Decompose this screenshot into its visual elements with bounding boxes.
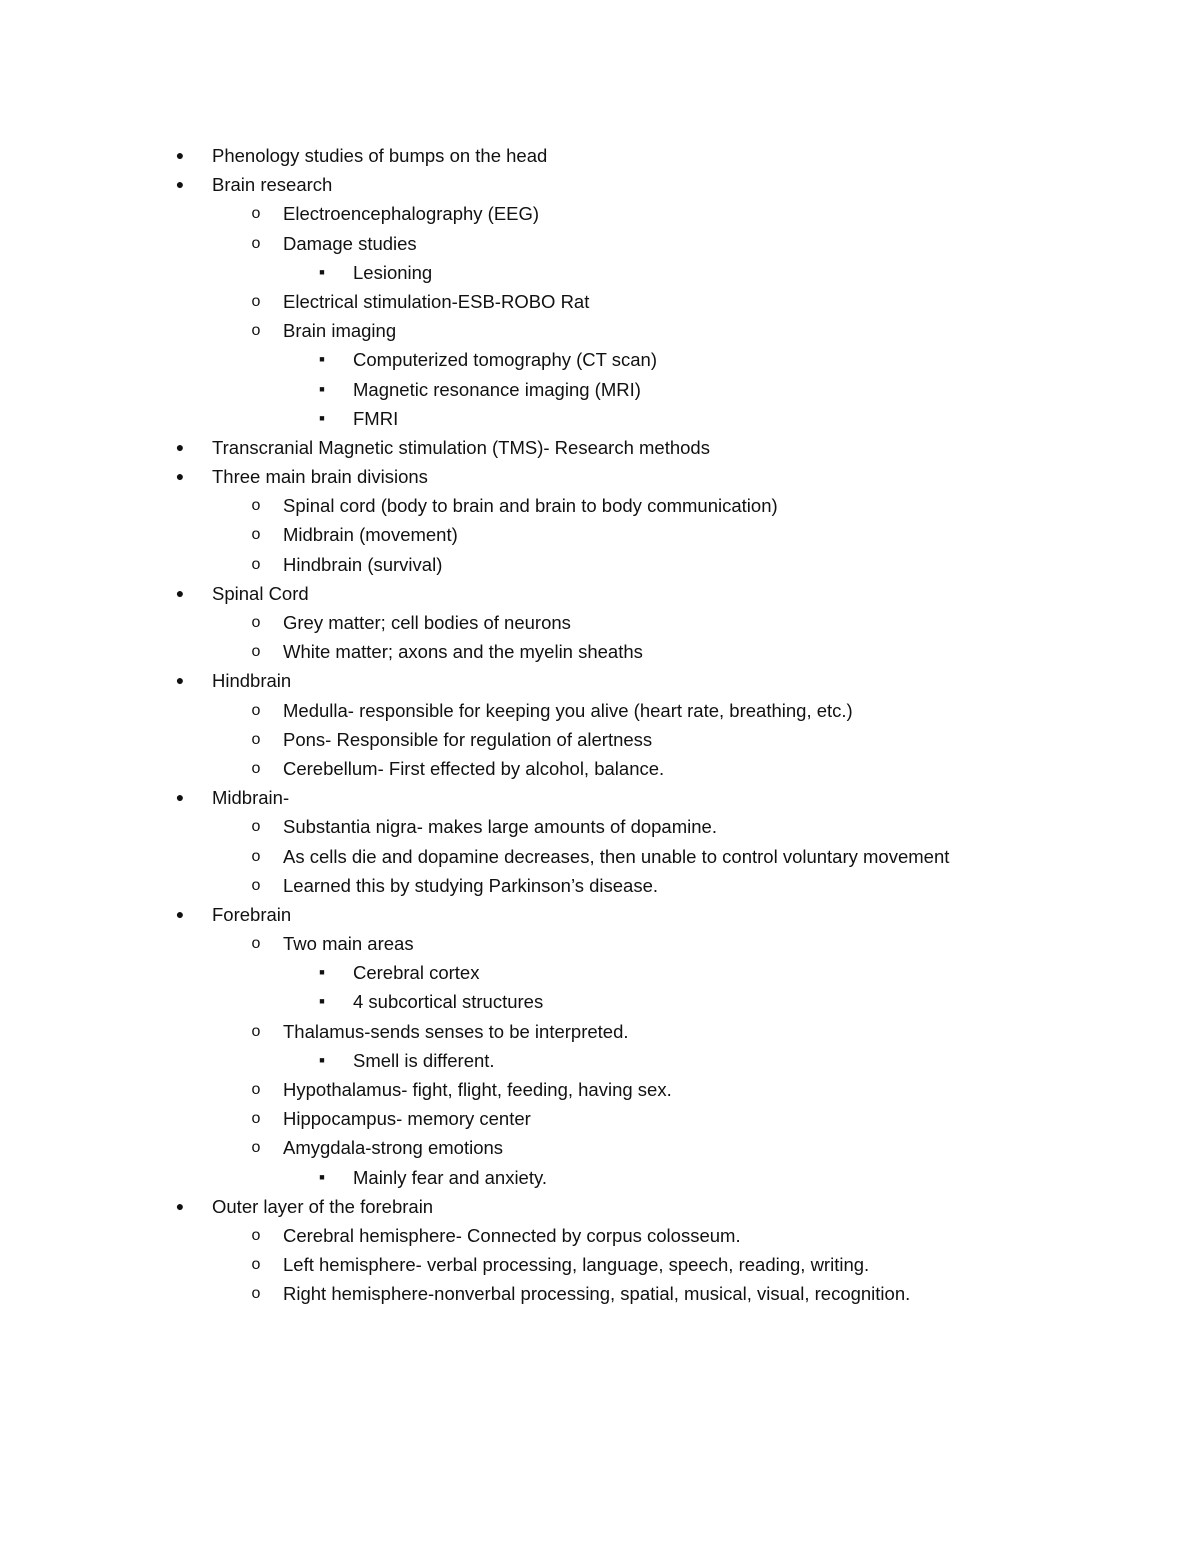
outline-item-level-1	[0, 666, 1200, 695]
bullet-circle-icon: o	[251, 935, 261, 953]
bullet-square-icon: ■	[319, 996, 325, 1007]
outline-item-text: Medulla- responsible for keeping you alive (heart rate, breathing, etc.)	[283, 699, 853, 721]
bullet-circle-icon: o	[251, 701, 261, 719]
outline-item-level-1	[0, 783, 1200, 812]
outline-item-text: Midbrain (movement)	[283, 524, 458, 546]
bullet-circle-icon: o	[251, 759, 261, 777]
outline-item-text: Transcranial Magnetic stimulation (TMS)- Research methods	[212, 436, 710, 458]
outline-item-text: Two main areas	[283, 933, 414, 955]
outline-item-level-2	[0, 1250, 1200, 1279]
bullet-circle-icon: o	[251, 1139, 261, 1157]
outline-item-text: Hindbrain (survival)	[283, 553, 443, 575]
outline-item-level-2	[0, 812, 1200, 841]
bullet-circle-icon: o	[251, 234, 261, 252]
outline-item-level-2	[0, 491, 1200, 520]
bullet-circle-icon: o	[251, 1110, 261, 1128]
bullet-dot-icon: ●	[175, 176, 185, 193]
outline-item-text: Electroencephalography (EEG)	[283, 203, 540, 225]
outline-item-level-2	[0, 287, 1200, 316]
outline-item-text: Learned this by studying Parkinson’s disease.	[283, 874, 659, 896]
outline-item-level-2	[0, 520, 1200, 549]
bullet-square-icon: ■	[319, 354, 325, 365]
bullet-circle-icon: o	[251, 847, 261, 865]
outline-item-text: As cells die and dopamine decreases, then unable to control voluntary movement	[283, 845, 950, 867]
bullet-circle-icon: o	[251, 1256, 261, 1274]
outline-item-level-2	[0, 1279, 1200, 1308]
outline-item-text: Forebrain	[212, 903, 292, 925]
bullet-circle-icon: o	[251, 555, 261, 573]
outline-item-text: Substantia nigra- makes large amounts of dopamine.	[283, 816, 717, 838]
outline-item-text: Magnetic resonance imaging (MRI)	[353, 378, 641, 400]
bullet-circle-icon: o	[251, 1022, 261, 1040]
outline-item-level-2	[0, 1017, 1200, 1046]
outline-item-level-2	[0, 229, 1200, 258]
outline-item-level-3	[0, 404, 1200, 433]
outline-item-text: Hindbrain	[212, 670, 292, 692]
outline-item-text: Cerebral cortex	[353, 962, 480, 984]
outline-item-level-2	[0, 199, 1200, 228]
bullet-circle-icon: o	[251, 818, 261, 836]
bullet-circle-icon: o	[251, 497, 261, 515]
bullet-square-icon: ■	[319, 1171, 325, 1182]
bullet-square-icon: ■	[319, 412, 325, 423]
outline-item-level-1	[0, 579, 1200, 608]
outline-item-level-2	[0, 1075, 1200, 1104]
bullet-square-icon: ■	[319, 967, 325, 978]
bullet-circle-icon: o	[251, 322, 261, 340]
bullet-dot-icon: ●	[175, 1197, 185, 1214]
outline-item-text: Right hemisphere-nonverbal processing, spatial, musical, visual, recognition.	[283, 1283, 911, 1305]
outline-item-level-3	[0, 375, 1200, 404]
outline-item-level-2	[0, 1104, 1200, 1133]
outline-item-level-3	[0, 958, 1200, 987]
outline-item-text: Grey matter; cell bodies of neurons	[283, 612, 571, 633]
bullet-circle-icon: o	[251, 730, 261, 748]
bullet-circle-icon: o	[251, 1081, 261, 1098]
outline-item-text: Electrical stimulation-ESB-ROBO Rat	[283, 290, 590, 312]
outline-item-text: Computerized tomography (CT scan)	[353, 349, 658, 371]
outline-item-text: Brain imaging	[283, 320, 397, 342]
bullet-dot-icon: ●	[175, 905, 185, 922]
outline-item-text: Amygdala-strong emotions	[283, 1137, 504, 1159]
outline-item-text: Pons- Responsible for regulation of alertness	[283, 728, 653, 750]
bullet-square-icon: ■	[319, 1054, 325, 1065]
bullet-dot-icon: ●	[175, 672, 185, 689]
outline-item-text: Spinal Cord	[212, 582, 309, 604]
outline-item-level-2	[0, 608, 1200, 637]
outline-item-level-1	[0, 170, 1200, 199]
outline-item-level-3	[0, 987, 1200, 1016]
bullet-dot-icon: ●	[175, 147, 185, 163]
outline-item-text: Left hemisphere- verbal processing, language, speech, reading, writing.	[283, 1254, 870, 1276]
outline-item-text: Outer layer of the forebrain	[212, 1195, 434, 1217]
outline-item-text: Mainly fear and anxiety.	[353, 1166, 548, 1188]
bullet-circle-icon: o	[251, 1285, 261, 1303]
outline-item-level-3	[0, 258, 1200, 287]
outline-item-level-3	[0, 1163, 1200, 1192]
outline-item-level-2	[0, 637, 1200, 666]
outline-item-level-2	[0, 754, 1200, 783]
bullet-circle-icon: o	[251, 643, 261, 661]
outline-item-text: Midbrain-	[212, 787, 290, 809]
outline-item-text: Hippocampus- memory center	[283, 1108, 531, 1130]
outline-item-text: Phenology studies of bumps on the head	[212, 145, 548, 166]
bullet-circle-icon: o	[251, 205, 261, 223]
outline-item-level-2	[0, 316, 1200, 345]
outline-item-text: FMRI	[353, 407, 399, 429]
outline-item-text: White matter; axons and the myelin sheaths	[283, 641, 643, 663]
bullet-circle-icon: o	[251, 876, 261, 894]
outline-item-text: Spinal cord (body to brain and brain to body communication)	[283, 495, 778, 517]
outline-item-level-2	[0, 696, 1200, 725]
outline-item-text: Three main brain divisions	[212, 466, 428, 488]
outline-item-text: Cerebellum- First effected by alcohol, balance.	[283, 757, 665, 779]
outline-item-text: Damage studies	[283, 232, 417, 254]
outline-item-text: Cerebral hemisphere- Connected by corpus colosseum.	[283, 1224, 741, 1246]
outline-item-level-2	[0, 871, 1200, 900]
outline-item-level-1	[0, 1192, 1200, 1221]
outline-item-level-2	[0, 550, 1200, 579]
outline-item-level-2	[0, 725, 1200, 754]
bullet-outline	[0, 141, 1200, 1309]
outline-item-text: Hypothalamus- fight, flight, feeding, having sex.	[283, 1079, 672, 1100]
bullet-circle-icon: o	[251, 526, 261, 544]
bullet-square-icon: ■	[319, 383, 325, 394]
bullet-square-icon: ■	[319, 266, 325, 277]
outline-item-level-3	[0, 345, 1200, 374]
bullet-dot-icon: ●	[175, 438, 185, 455]
outline-item-text: Brain research	[212, 174, 333, 196]
outline-item-level-3	[0, 1046, 1200, 1075]
bullet-dot-icon: ●	[175, 584, 185, 601]
outline-item-level-1	[0, 900, 1200, 929]
bullet-circle-icon: o	[251, 292, 261, 310]
outline-item-level-1	[0, 433, 1200, 462]
outline-item-text: Thalamus-sends senses to be interpreted.	[283, 1020, 629, 1042]
bullet-circle-icon: o	[251, 1226, 261, 1244]
bullet-dot-icon: ●	[175, 789, 185, 806]
bullet-dot-icon: ●	[175, 468, 185, 485]
outline-item-level-2	[0, 1221, 1200, 1250]
outline-item-text: Lesioning	[353, 261, 433, 283]
bullet-circle-icon: o	[251, 614, 261, 631]
outline-item-level-1	[0, 141, 1200, 170]
outline-item-level-2	[0, 1133, 1200, 1162]
outline-item-level-2	[0, 842, 1200, 871]
outline-item-text: Smell is different.	[353, 1049, 495, 1071]
outline-item-level-1	[0, 462, 1200, 491]
outline-item-text: 4 subcortical structures	[353, 991, 544, 1013]
outline-item-level-2	[0, 929, 1200, 958]
